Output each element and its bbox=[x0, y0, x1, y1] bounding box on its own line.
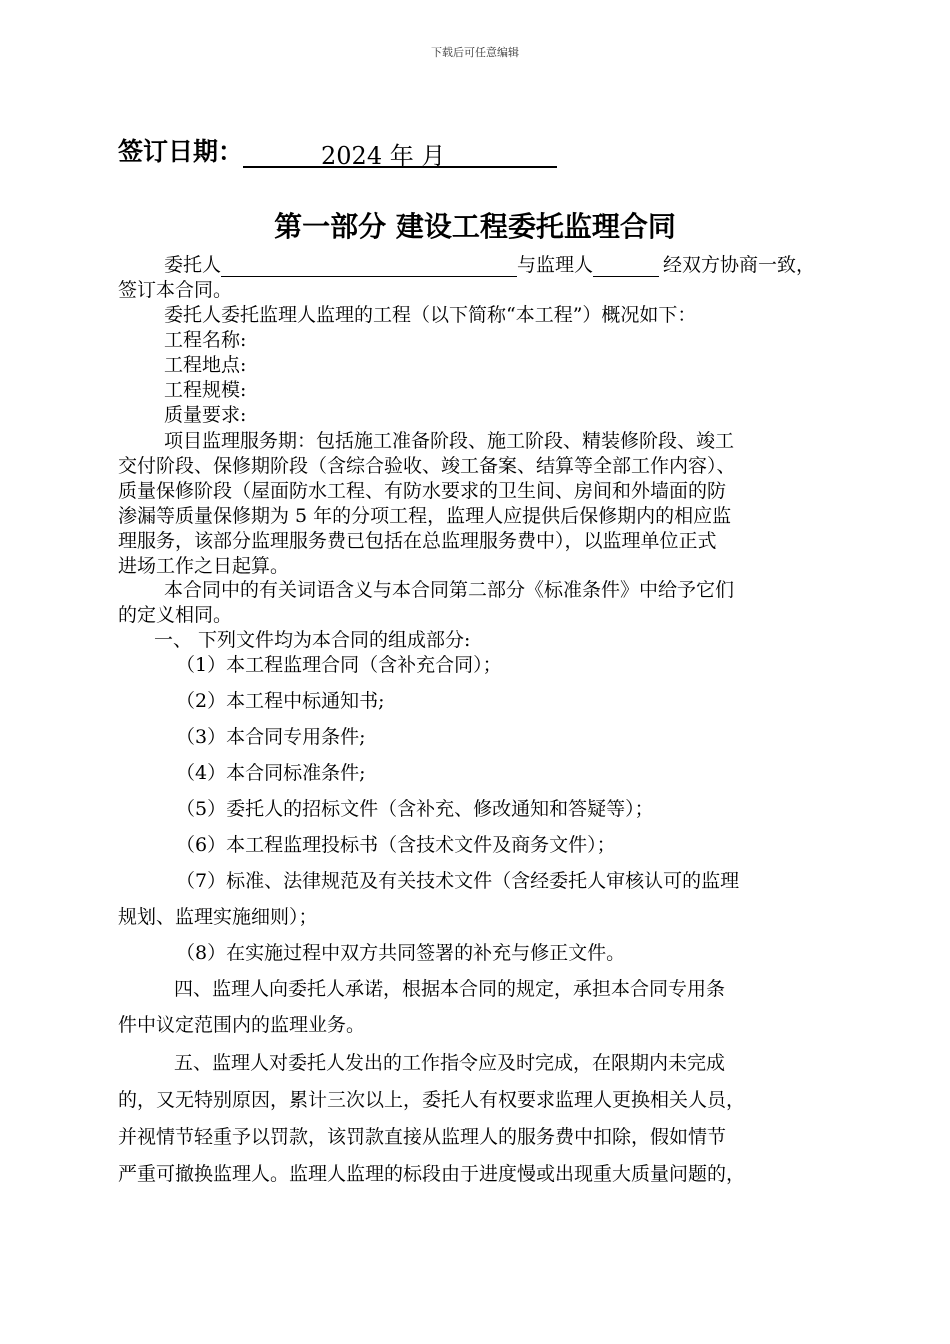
document-item: （7）标准、法律规范及有关技术文件（含经委托人审核认可的监理 bbox=[176, 870, 740, 892]
client-label: 委托人 bbox=[164, 254, 222, 276]
page-header: 下载后可任意编辑 bbox=[431, 46, 519, 59]
document-item: （3）本合同专用条件; bbox=[176, 726, 366, 748]
project-location: 工程地点: bbox=[164, 354, 247, 376]
document-item: （8）在实施过程中双方共同签署的补充与修正文件。 bbox=[176, 942, 626, 964]
signing-date-value: 2024 年 月 bbox=[321, 142, 446, 170]
quality-requirement: 质量要求: bbox=[164, 404, 247, 426]
clause-5-line-4: 严重可撤换监理人。监理人监理的标段由于进度慢或出现重大质量问题的， bbox=[118, 1163, 746, 1185]
project-name: 工程名称: bbox=[164, 329, 247, 351]
definition-line-1: 本合同中的有关词语含义与本合同第二部分《标准条件》中给予它们 bbox=[164, 579, 735, 601]
document-item: （5）委托人的招标文件（含补充、修改通知和答疑等）； bbox=[176, 798, 654, 820]
service-period-line-3: 质量保修阶段（屋面防水工程、有防水要求的卫生间、房间和外墙面的防 bbox=[118, 480, 727, 502]
documents-heading: 一、 下列文件均为本合同的组成部分: bbox=[154, 629, 471, 651]
supervisor-blank bbox=[593, 256, 659, 277]
clause-5-line-3: 并视情节轻重予以罚款，该罚款直接从监理人的服务费中扣除，假如情节 bbox=[118, 1126, 727, 1148]
section-title: 第一部分 建设工程委托监理合同 bbox=[274, 210, 676, 243]
document-item: （4）本合同标准条件; bbox=[176, 762, 366, 784]
document-item: （1）本工程监理合同（含补充合同）； bbox=[176, 654, 502, 676]
intro-line-1 bbox=[164, 250, 815, 277]
signing-date bbox=[118, 132, 557, 168]
service-period-line-2: 交付阶段、保修期阶段（含综合验收、竣工备案、结算等全部工作内容）、 bbox=[118, 455, 736, 477]
service-period-line-6: 进场工作之日起算。 bbox=[118, 555, 290, 577]
service-period-line-1: 项目监理服务期：包括施工准备阶段、施工阶段、精装修阶段、竣工 bbox=[164, 430, 735, 452]
clause-5-line-1: 五、监理人对委托人发出的工作指令应及时完成，在限期内未完成 bbox=[174, 1052, 726, 1074]
clause-4-line-2: 件中议定范围内的监理业务。 bbox=[118, 1014, 366, 1036]
clause-4-line-1: 四、监理人向委托人承诺，根据本合同的规定，承担本合同专用条 bbox=[174, 978, 726, 1000]
intro-line-2: 签订本合同。 bbox=[118, 279, 233, 301]
intro-line-1-tail: 经双方协商一致， bbox=[663, 254, 816, 276]
clause-5-line-2: 的，又无特别原因，累计三次以上，委托人有权要求监理人更换相关人员， bbox=[118, 1089, 746, 1111]
client-blank bbox=[221, 256, 517, 277]
service-period-line-5: 理服务，该部分监理服务费已包括在总监理服务费中），以监理单位正式 bbox=[118, 530, 717, 552]
document-item: （2）本工程中标通知书; bbox=[176, 690, 385, 712]
project-scale: 工程规模: bbox=[164, 379, 247, 401]
intro-overview: 委托人委托监理人监理的工程（以下简称“本工程”）概况如下： bbox=[164, 304, 697, 326]
signing-date-label: 签订日期： bbox=[118, 137, 244, 166]
definition-line-2: 的定义相同。 bbox=[118, 604, 233, 626]
document-item: （6）本工程监理投标书（含技术文件及商务文件）； bbox=[176, 834, 616, 856]
signing-date-field bbox=[243, 136, 557, 168]
supervisor-label: 与监理人 bbox=[517, 254, 594, 276]
document-item-continued: 规划、监理实施细则）； bbox=[118, 906, 318, 928]
service-period-line-4: 渗漏等质量保修期为 5 年的分项工程，监理人应提供后保修期内的相应监 bbox=[118, 505, 732, 527]
